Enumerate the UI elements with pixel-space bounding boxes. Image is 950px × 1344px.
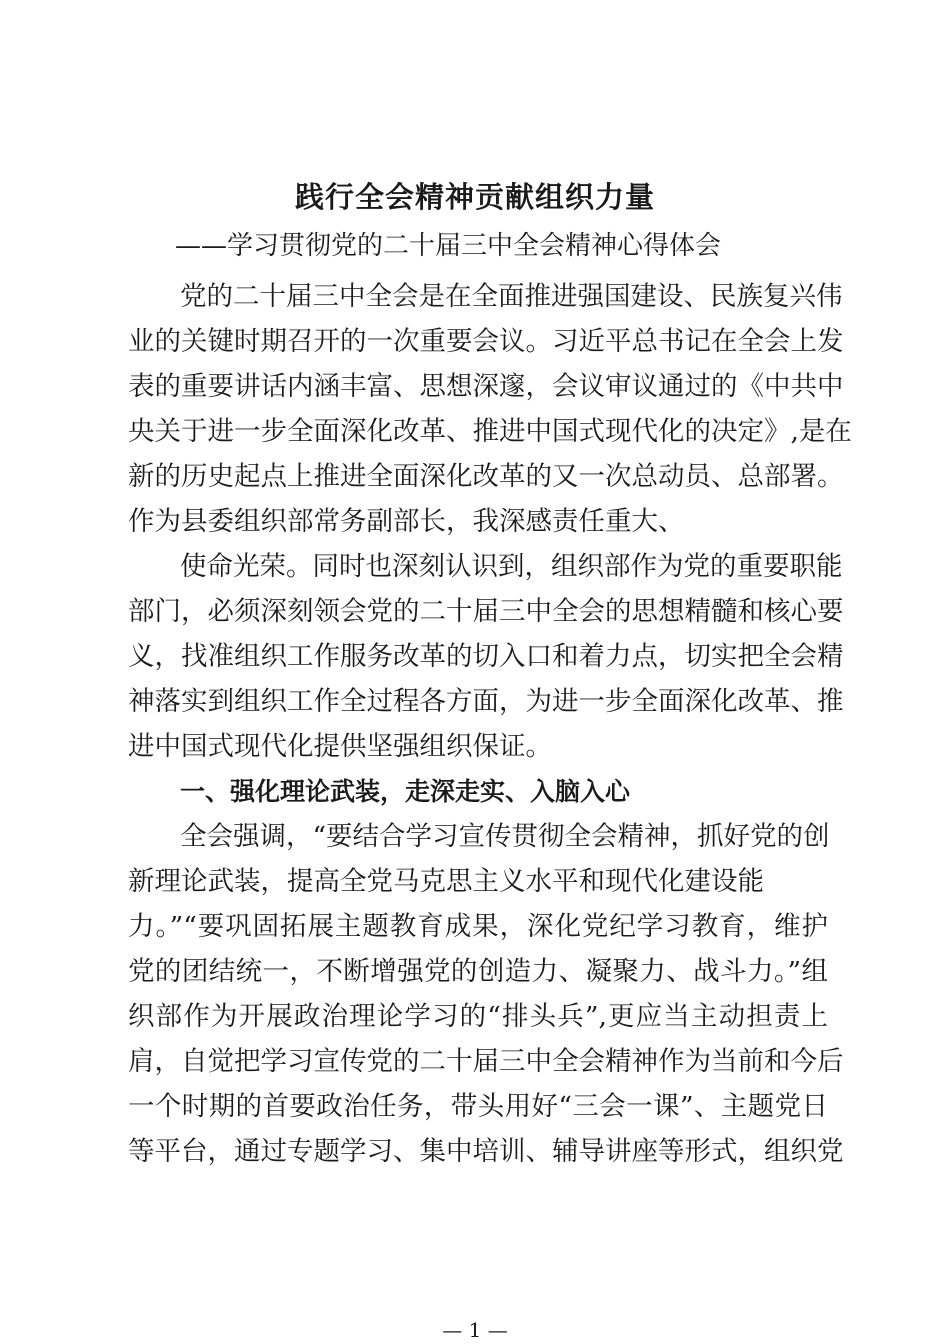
paragraph-line: 新理论武装，提高全党马克思主义水平和现代化建设能 [128, 866, 764, 897]
paragraph-line: 作为县委组织部常务副部长，我深感责任重大、 [128, 506, 685, 537]
paragraph-line: 使命光荣。同时也深刻认识到，组织部作为党的重要职能 [180, 551, 843, 582]
body-text [128, 274, 852, 1174]
paragraph-line: 新的历史起点上推进全面深化改革的又一次总动员、总部署。 [128, 461, 844, 492]
paragraph-line: 等平台，通过专题学习、集中培训、辅导讲座等形式，组织党 [128, 1136, 844, 1167]
paragraph-line: 表的重要讲话内涵丰富、思想深邃，会议审议通过的《中共中 [128, 371, 844, 402]
paragraph-line: 织部作为开展政治理论学习的“排头兵”,更应当主动担责上 [128, 1001, 828, 1032]
paragraph-line: 部门，必须深刻领会党的二十届三中全会的思想精髓和核心要 [128, 596, 844, 627]
paragraph-line: 力。”“要巩固拓展主题教育成果，深化党纪学习教育，维护 [128, 911, 828, 942]
document-subtitle: ——学习贯彻党的二十届三中全会精神心得体会 [175, 231, 722, 261]
paragraph-line: 肩，自觉把学习宣传党的二十届三中全会精神作为当前和今后 [128, 1046, 844, 1077]
paragraph-line: 央关于进一步全面深化改革、推进中国式现代化的决定》,是在 [128, 416, 852, 447]
paragraph-line: 党的团结统一，不断增强党的创造力、凝聚力、战斗力。”组 [128, 956, 828, 987]
paragraph-line: 业的关键时期召开的一次重要会议。习近平总书记在全会上发 [128, 326, 844, 357]
paragraph-line: 义，找准组织工作服务改革的切入口和着力点，切实把全会精 [128, 641, 844, 672]
paragraph-line: 一个时期的首要政治任务，带头用好“三会一课”、主题党日 [128, 1091, 828, 1122]
paragraph-line: 神落实到组织工作全过程各方面，为进一步全面深化改革、推 [128, 686, 844, 717]
document-title: 践行全会精神贡献组织力量 [294, 180, 655, 214]
paragraph-line: 全会强调，“要结合学习宣传贯彻全会精神，抓好党的创 [180, 821, 830, 852]
paragraph-line: 进中国式现代化提供坚强组织保证。 [128, 731, 552, 762]
page-number: — 1 — [442, 1318, 508, 1342]
section-heading: 一、强化理论武装，走深走实、入脑入心 [180, 777, 631, 806]
paragraph-line: 党的二十届三中全会是在全面推进强国建设、民族复兴伟 [180, 281, 843, 312]
